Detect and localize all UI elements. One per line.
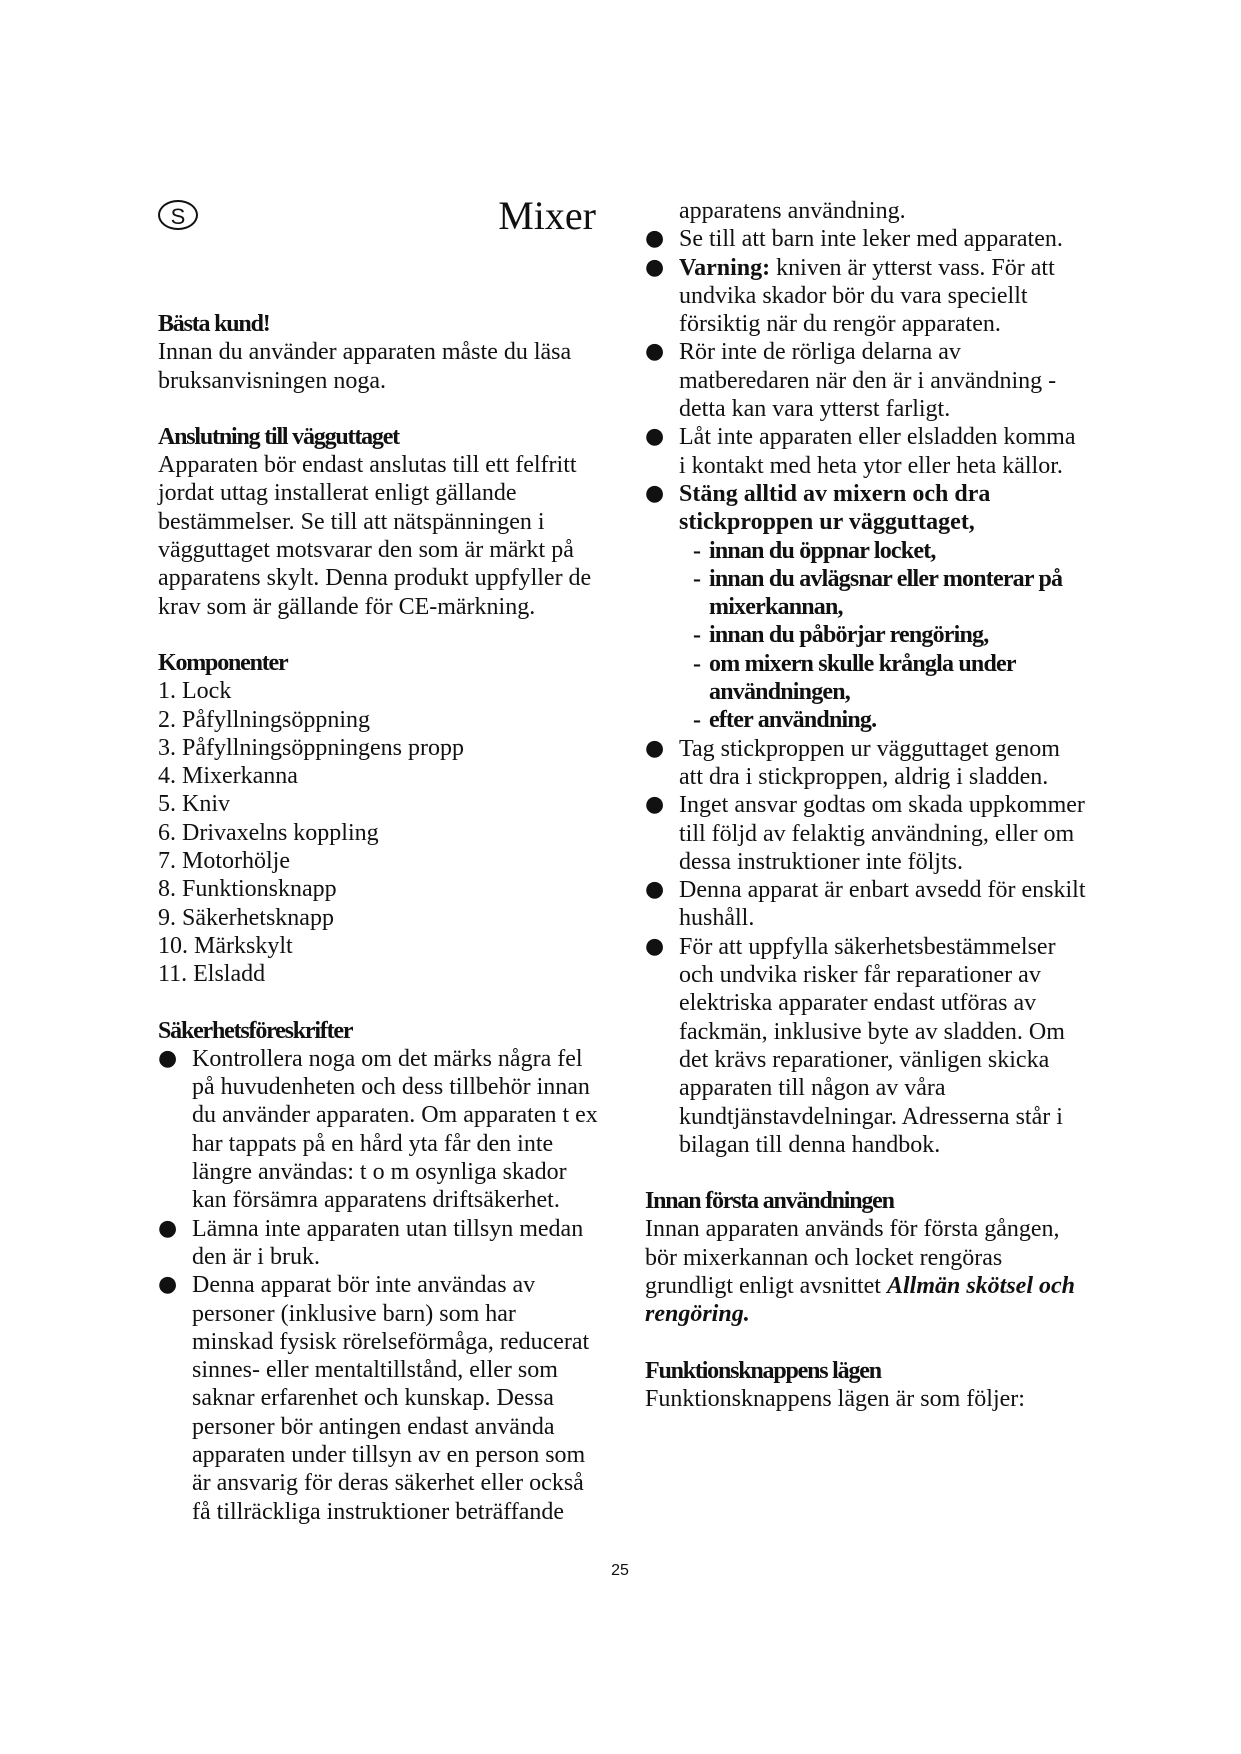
greeting-text: Innan du använder apparaten måste du läsa bruksanvisningen noga. xyxy=(158,339,572,394)
connection-text: Apparaten bör endast anslutas till ett felfritt jordat uttag installerat enligt gällande bestämmelser. Se till att nätspänningen i vägguttaget motsvarar den som är märkt på apparatens skylt. Denna produkt uppfyller de krav som är gällande för CE-märkning. xyxy=(158,452,592,620)
list-item: - innan du påbörjar rengöring, xyxy=(693,621,1087,649)
safety-bullet-liability: ● Inget ansvar godtas om skada uppkommer till följd av felaktig användning, eller om dessa instruktioner inte följts. xyxy=(645,791,1087,876)
safety-heading: Säkerhetsföreskrifter xyxy=(158,1017,353,1044)
list-item: 8. Funktionsknapp xyxy=(158,876,337,903)
list-item: - efter användning. xyxy=(693,706,1087,734)
list-item: - om mixern skulle krångla under användningen, xyxy=(693,650,1087,707)
safety-bullet-pull-plug: ● Tag stickproppen ur vägguttaget genom att dra i stickproppen, aldrig i sladden. xyxy=(645,735,1087,792)
safety-bullet-unplug xyxy=(645,480,1087,735)
list-item: - innan du avlägsnar eller monterar på mixerkannan, xyxy=(693,565,1087,622)
list-item: 11. Elsladd xyxy=(158,961,266,988)
greeting-heading: Bästa kund! xyxy=(158,311,270,337)
safety-list xyxy=(158,1045,600,1526)
components-list xyxy=(158,677,600,988)
continuation-text: apparatens användning. xyxy=(679,198,906,224)
safety-bullet-hot-surfaces: ● Låt inte apparaten eller elsladden komma i kontakt med heta ytor eller heta källor. xyxy=(645,423,1087,480)
safety-bullet-household: ● Denna apparat är enbart avsedd för enskilt hushåll. xyxy=(645,876,1087,933)
right-column xyxy=(645,197,1087,1413)
unplug-text: Stäng alltid av mixern och dra stickproppen ur vägguttaget, xyxy=(679,480,991,536)
list-item: 5. Kniv xyxy=(158,791,230,818)
list-item: 7. Motorhölje xyxy=(158,848,290,875)
first-use-text: Innan apparaten används för första gången, bör mixerkannan och locket rengöras grundligt enligt avsnittet xyxy=(645,1216,1060,1299)
list-item: 2. Påfyllningsöppning xyxy=(158,706,371,733)
list-item: 10. Märkskylt xyxy=(158,932,293,959)
warning-text: kniven är ytterst vass. För att undvika skador bör du vara speciellt försiktig när du rengör apparaten. xyxy=(679,254,1055,338)
list-item: 3. Påfyllningsöppningens propp xyxy=(158,734,464,761)
first-use-paragraph xyxy=(645,1215,1087,1328)
left-column xyxy=(158,310,600,1526)
safety-bullet-repairs: ● För att uppfylla säkerhetsbestämmelser och undvika risker får reparationer av elektriska apparater endast utföras av fackmän, inklusive byte av sladden. Om det krävs reparationer, vänligen skicka apparaten till någon av våra kundtjänstavdelningar. Adresserna står i bilagan till denna handbok. xyxy=(645,933,1087,1159)
list-item: - innan du öppnar locket, xyxy=(693,537,1087,565)
unplug-sublist xyxy=(679,537,1087,735)
first-use-heading: Innan första användningen xyxy=(645,1188,894,1215)
function-positions-heading: Funktionsknappens lägen xyxy=(645,1357,881,1384)
language-badge: S xyxy=(158,200,198,230)
list-item: 9. Säkerhetsknapp xyxy=(158,904,334,931)
safety-bullet-supervision: ● Lämna inte apparaten utan tillsyn medan den är i bruk. xyxy=(158,1215,600,1272)
connection-heading: Anslutning till vägguttaget xyxy=(158,423,399,450)
components-heading: Komponenter xyxy=(158,649,288,676)
safety-bullet-persons: ● Denna apparat bör inte användas av personer (inklusive barn) som har minskad fysisk rörelseförmåga, reducerat sinnes- eller mentaltillstånd, eller som saknar erfarenhet och kunskap. Dessa personer bör antingen endast använda apparaten under tillsyn av en person som är ansvarig för deras säkerhet eller också få tillräckliga instruktioner beträffande xyxy=(158,1271,600,1526)
list-item: 4. Mixerkanna xyxy=(158,763,298,790)
safety-bullet-warning xyxy=(645,254,1087,339)
safety-bullet-children: ● Se till att barn inte leker med apparaten. xyxy=(645,225,1087,253)
function-positions-text: Funktionsknappens lägen är som följer: xyxy=(645,1385,1025,1412)
list-item: 6. Drivaxelns koppling xyxy=(158,819,379,846)
safety-bullet-moving-parts: ● Rör inte de rörliga delarna av matberedaren när den är i användning - detta kan vara ytterst farligt. xyxy=(645,338,1087,423)
care-section-reference: Allmän skötsel och rengöring. xyxy=(645,1272,1075,1328)
safety-bullet-inspect: ● Kontrollera noga om det märks några fel på huvudenheten och dess tillbehör innan du använder apparaten. Om apparaten t ex har tappats på en hård yta får den inte längre användas: t o m osynliga skador kan försämra apparatens driftsäkerhet. xyxy=(158,1045,600,1215)
list-item: 1. Lock xyxy=(158,678,232,705)
safety-list-continued xyxy=(645,225,1087,1159)
warning-label: Varning: xyxy=(679,254,771,281)
page-title: Mixer xyxy=(498,193,596,238)
page-number: 25 xyxy=(611,1562,629,1579)
